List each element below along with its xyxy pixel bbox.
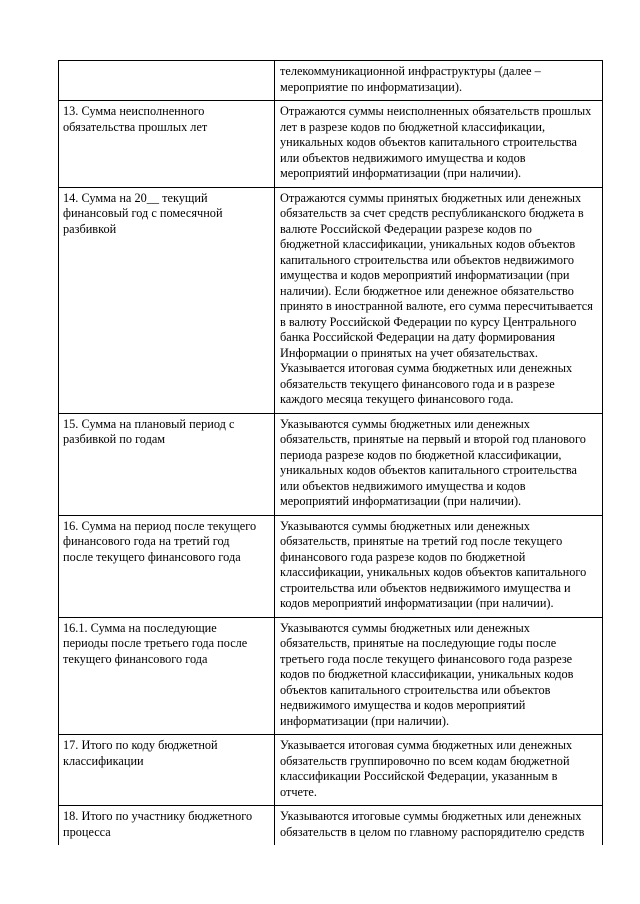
field-description-line: обязательств текущего финансового года и в разрезе xyxy=(280,376,555,391)
table-row xyxy=(59,413,603,515)
field-description-line: имущества и кодов мероприятий информатизации (при xyxy=(280,268,570,282)
field-description-line: наличии). Если бюджетное или денежное обязательство xyxy=(280,283,574,298)
field-description-line: классификации Российской Федерации, указанным в xyxy=(280,769,558,783)
field-description-line: обязательств, принятые на последующие годы после xyxy=(280,636,557,650)
field-description-line: мероприятий информатизации (при наличии). xyxy=(280,494,522,508)
field-description-line: валюте Российской Федерации разрезе кодов по xyxy=(280,221,532,236)
field-name-line: классификации xyxy=(63,753,144,768)
field-name-line: процесса xyxy=(63,824,111,839)
field-description-line: Информации о принятых на учет обязательствах. xyxy=(280,345,538,360)
field-description-line: Отражаются суммы неисполненных обязательств прошлых xyxy=(280,104,592,118)
field-description-line: классификации, уникальных кодов объектов капитального xyxy=(280,565,587,579)
field-description-line: кодов по бюджетной классификации, уникальных кодов xyxy=(280,667,574,681)
field-description-line: объектов капитального строительства или объектов xyxy=(280,682,551,697)
field-description-cell xyxy=(275,101,603,188)
field-name-line: обязательства прошлых лет xyxy=(63,119,208,134)
field-description-line: обязательств в целом по главному распорядителю средств xyxy=(280,824,585,839)
field-name-line: 17. Итого по коду бюджетной xyxy=(63,738,218,752)
field-name-line: финансового года на третий год xyxy=(63,534,230,548)
field-name-line: периоды после третьего года после xyxy=(63,636,248,650)
field-name-cell xyxy=(59,735,275,806)
field-name-line: текущего финансового года xyxy=(63,651,208,666)
field-name-line: 18. Итого по участнику бюджетного xyxy=(63,809,253,823)
field-description-line: обязательств группировочно по всем кодам бюджетной xyxy=(280,753,570,768)
field-description-line: мероприятие по информатизации). xyxy=(280,79,463,94)
field-description-line: капитального строительства или объектов недвижимого xyxy=(280,252,574,267)
field-name-line: 14. Сумма на 20__ текущий xyxy=(63,190,208,205)
table-row xyxy=(59,735,603,806)
table-row xyxy=(59,806,603,846)
field-description-cell xyxy=(275,617,603,735)
field-name-line: после текущего финансового года xyxy=(63,549,241,564)
field-description-line: Отражаются суммы принятых бюджетных или денежных xyxy=(280,190,582,205)
field-description-cell xyxy=(275,61,603,101)
field-description-line: отчете. xyxy=(280,784,317,799)
field-description-line: бюджетной классификации, уникальных кодов объектов xyxy=(280,237,576,251)
field-description-line: обязательств, принятые на третий год после текущего xyxy=(280,534,563,548)
table-row xyxy=(59,101,603,188)
field-description-line: банка Российской Федерации на дату формирования xyxy=(280,330,556,344)
field-description-line: Указываются итоговые суммы бюджетных или денежных xyxy=(280,809,582,823)
field-name-cell xyxy=(59,187,275,413)
field-description-cell xyxy=(275,806,603,846)
field-description-line: мероприятий информатизации (при наличии). xyxy=(280,166,522,180)
field-name-line: 15. Сумма на плановый период с xyxy=(63,416,235,431)
field-name-line: 16.1. Сумма на последующие xyxy=(63,620,217,635)
field-name-cell xyxy=(59,413,275,515)
field-description-line: финансового года разрезе кодов по бюджетной xyxy=(280,549,526,564)
field-description-line: или объектов недвижимого имущества и кодов xyxy=(280,478,526,493)
field-description-line: кодов мероприятий информатизации (при наличии). xyxy=(280,596,554,610)
field-name-cell xyxy=(59,61,275,101)
field-description-line: телекоммуникационной инфраструктуры (далее – xyxy=(280,64,541,78)
field-description-line: Указываются суммы бюджетных или денежных xyxy=(280,416,530,431)
field-name-line: 16. Сумма на период после текущего xyxy=(63,518,257,533)
field-description-line: уникальных кодов объектов капитального строительства xyxy=(280,135,578,149)
field-description-cell xyxy=(275,735,603,806)
table-body xyxy=(59,61,603,846)
field-description-cell xyxy=(275,187,603,413)
field-description-line: в валюту Российской Федерации по курсу Центрального xyxy=(280,314,577,329)
field-name-cell xyxy=(59,515,275,617)
table-row xyxy=(59,61,603,101)
field-name-cell xyxy=(59,806,275,846)
field-description-line: каждого месяца текущего финансового года. xyxy=(280,392,514,406)
field-description-cell xyxy=(275,515,603,617)
instructions-table xyxy=(58,60,603,845)
field-description-line: лет в разрезе кодов по бюджетной классификации, xyxy=(280,119,546,134)
field-description-line: обязательств за счет средств республиканского бюджета в xyxy=(280,206,584,220)
field-description-line: периода разрезе кодов по бюджетной классификации, xyxy=(280,447,562,462)
field-description-line: принято в иностранной валюте, его сумма пересчитывается xyxy=(280,299,593,313)
field-description-line: Указывается итоговая сумма бюджетных или денежных xyxy=(280,361,573,375)
table-row xyxy=(59,617,603,735)
field-description-cell xyxy=(275,413,603,515)
field-description-line: Указывается итоговая сумма бюджетных или денежных xyxy=(280,738,573,752)
field-description-line: Указываются суммы бюджетных или денежных xyxy=(280,518,530,533)
field-description-line: уникальных кодов объектов капитального строительства xyxy=(280,463,578,477)
field-description-line: Указываются суммы бюджетных или денежных xyxy=(280,620,530,635)
field-name-cell xyxy=(59,617,275,735)
field-description-line: информатизации (при наличии). xyxy=(280,713,450,728)
table-row xyxy=(59,187,603,413)
field-name-line: финансовый год с помесячной xyxy=(63,206,223,220)
field-description-line: строительства или объектов недвижимого имущества и xyxy=(280,580,571,595)
field-description-line: обязательств, принятые на первый и второй год планового xyxy=(280,432,586,446)
field-name-line: разбивкой по годам xyxy=(63,432,166,446)
field-description-line: третьего года после текущего финансового года разрезе xyxy=(280,651,573,666)
field-name-cell xyxy=(59,101,275,188)
table-row xyxy=(59,515,603,617)
field-description-line: недвижимого имущества и кодов мероприятий xyxy=(280,698,526,712)
field-description-line: или объектов недвижимого имущества и кодов xyxy=(280,150,526,165)
field-name-line: 13. Сумма неисполненного xyxy=(63,104,205,118)
field-name-line: разбивкой xyxy=(63,221,117,236)
